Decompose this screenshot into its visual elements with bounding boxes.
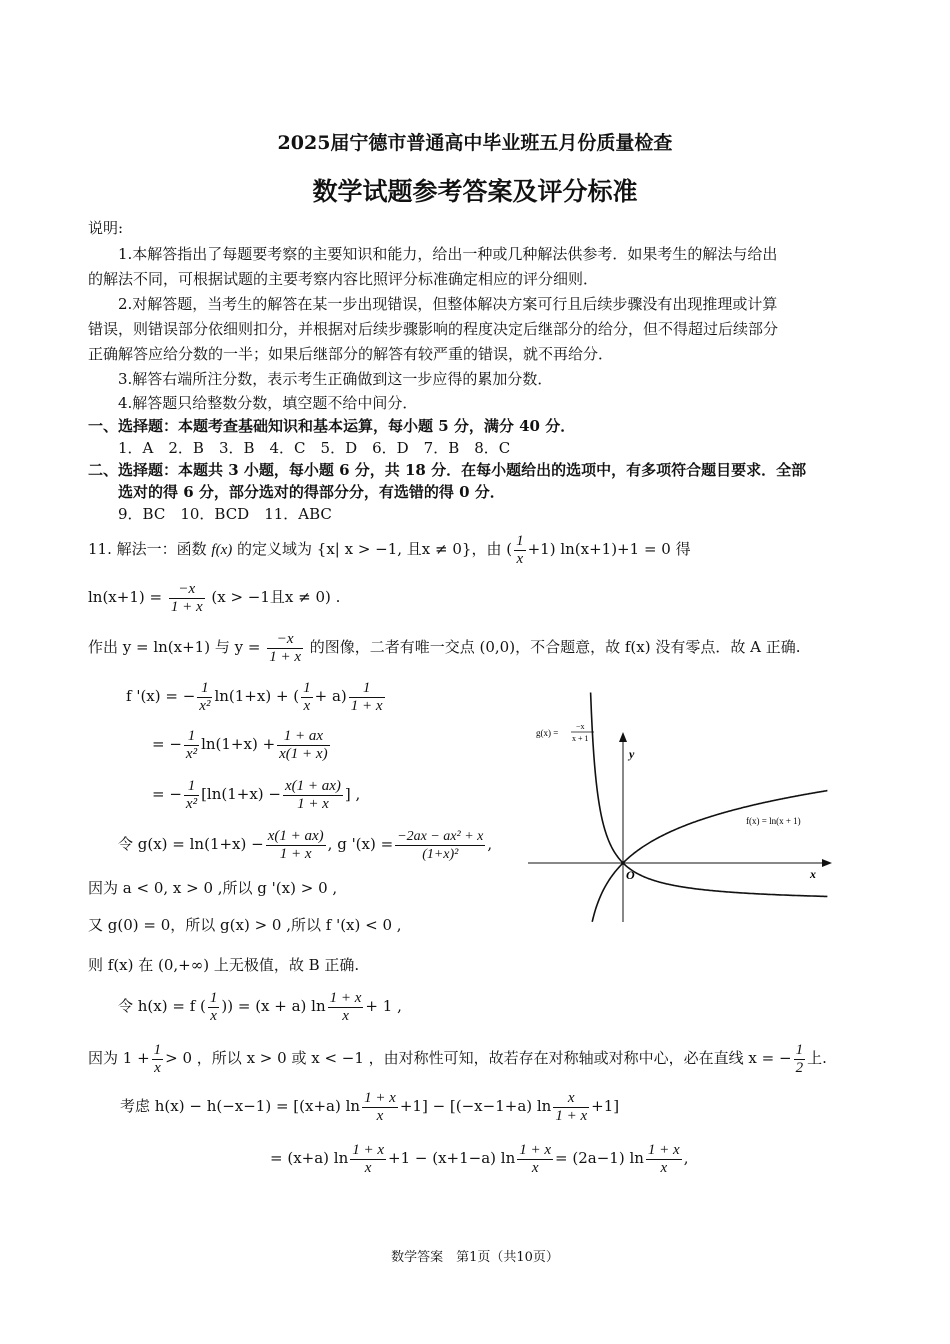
x-axis-label: x bbox=[810, 867, 816, 881]
note-line-7: 4.解答题只给整数分数，填空题不给中间分． bbox=[118, 394, 418, 412]
section2-answers: 9．BC 10．BCD 11．ABC bbox=[118, 505, 332, 523]
g-label-num: −x bbox=[576, 722, 585, 731]
consider-line-2: = (x+a) ln $\frac{1 + x}{x}$ +1 − (x+1−a) ln $\frac{1 + x}{x}$ = (2a−1) ln $\frac{1 + x}{x}$ , bbox=[270, 1141, 689, 1176]
solution-step-3: 则 f(x) 在 (0,+∞) 上无极值，故 B 正确. bbox=[88, 956, 360, 974]
note-line-5: 正确解答应给分数的一半；如果后继部分的解答有较严重的错误，就不再给分． bbox=[88, 345, 614, 363]
h-definition: 令 h(x) = f ( $\frac{1}{x}$ )) = (x + a) ln $\frac{1 + x}{x}$ + 1 , bbox=[118, 989, 402, 1024]
symmetry-line: 因为 1 + $\frac{1}{x}$ > 0 ，所以 x > 0 或 x < −1 ，由对称性可知，故若存在对称轴或对称中心，必在直线 x = − $\frac{1}{2}$ 上. bbox=[88, 1041, 827, 1076]
notes-label: 说明: bbox=[88, 219, 124, 237]
note-line-6: 3.解答右端所注分数，表示考生正确做到这一步应得的累加分数． bbox=[118, 370, 553, 388]
page-subtitle: 数学试题参考答案及评分标准 bbox=[312, 177, 638, 206]
x-axis-arrow bbox=[822, 859, 832, 867]
solution-line-1: 11. 解法一：函数 f(x) 的定义域为 {x| x > −1, 且x ≠ 0}，由 ( $\frac{1}{x}$ +1) ln(x+1)+1 = 0 得 bbox=[88, 532, 691, 567]
curve-f-ln bbox=[592, 791, 827, 922]
consider-line-1: 考虑 h(x) − h(−x−1) = [(x+a) ln $\frac{1 + x}{x}$ +1] − [(−x−1+a) ln $\frac{x}{1 + x}$ +1] bbox=[120, 1089, 620, 1124]
derivative-line-2: = − $\frac{1}{\text{x²}}$ ln(1+x) + $\frac{1 + ax}{x(1 + x)}$ bbox=[152, 727, 328, 762]
section2-heading-2: 选对的得 6 分，部分选对的得部分分，有选错的得 0 分． bbox=[118, 483, 505, 501]
solution-step-2: 又 g(0) = 0，所以 g(x) > 0 ,所以 f '(x) < 0 , bbox=[88, 916, 402, 934]
solution-line-3: 作出 y = ln(x+1) 与 y = $\frac{-x}{1 + x}$ 的图像，二者有唯一交点 (0,0)，不合题意，故 f(x) 没有零点．故 A 正确. bbox=[88, 630, 801, 665]
note-line-2: 的解法不同，可根据试题的主要考察内容比照评分标准确定相应的评分细则． bbox=[88, 270, 599, 288]
derivative-line-1: f '(x) = − $\frac{1}{\text{x²}}$ ln(1+x) + ( $\frac{1}{x}$ + a) $\frac{1}{1 + x}$ bbox=[126, 679, 383, 714]
section1-answers: 1．A 2．B 3．B 4．C 5．D 6．D 7．B 8．C bbox=[118, 439, 511, 457]
note-line-4: 错误，则错误部分依细则扣分，并根据对后续步骤影响的程度决定后继部分的给分，但不得超过后续部分 bbox=[88, 320, 779, 338]
y-axis-label: y bbox=[629, 747, 635, 761]
note-line-1: 1.本解答指出了每题要考察的主要知识和能力，给出一种或几种解法供参考．如果考生的解法与给出 bbox=[118, 245, 778, 263]
solution-step-1: 因为 a < 0, x > 0 ,所以 g '(x) > 0 , bbox=[88, 879, 338, 897]
page-footer: 数学答案 第1页（共10页） bbox=[391, 1250, 559, 1265]
note-line-3: 2.对解答题，当考生的解答在某一步出现错误，但整体解决方案可行且后续步骤没有出现推理或计算 bbox=[118, 295, 778, 313]
page-title: 2025届宁德市普通高中毕业班五月份质量检查 bbox=[277, 132, 673, 154]
g-definition: 令 g(x) = ln(1+x) − $\frac{x(1 + ax)}{1 + x}$ , g '(x) = $\frac{\text{−2ax − ax² + x}}{\text{(1+x)²}}$ , bbox=[118, 827, 493, 862]
derivative-line-3: = − $\frac{1}{\text{x²}}$ [ln(1+x) − $\frac{x(1 + ax)}{1 + x}$ ] , bbox=[152, 777, 361, 812]
y-axis-arrow bbox=[619, 732, 627, 742]
solution-line-2: ln(x+1) = $\frac{-x}{1 + x}$ (x > −1且x ≠ 0) . bbox=[88, 580, 341, 615]
section1-heading: 一、选择题：本题考查基础知识和基本运算，每小题 5 分，满分 40 分． bbox=[88, 417, 576, 435]
origin-label: O bbox=[626, 868, 635, 882]
f-label: f(x) = ln(x + 1) bbox=[746, 816, 801, 826]
g-label-den: x + 1 bbox=[572, 734, 589, 743]
function-graph bbox=[528, 690, 833, 922]
curve-g bbox=[591, 693, 828, 897]
section2-heading-1: 二、选择题：本题共 3 小题，每小题 6 分，共 18 分．在每小题给出的选项中，有多项符合题目要求．全部 bbox=[88, 461, 807, 479]
g-label: g(x) = bbox=[536, 728, 559, 738]
